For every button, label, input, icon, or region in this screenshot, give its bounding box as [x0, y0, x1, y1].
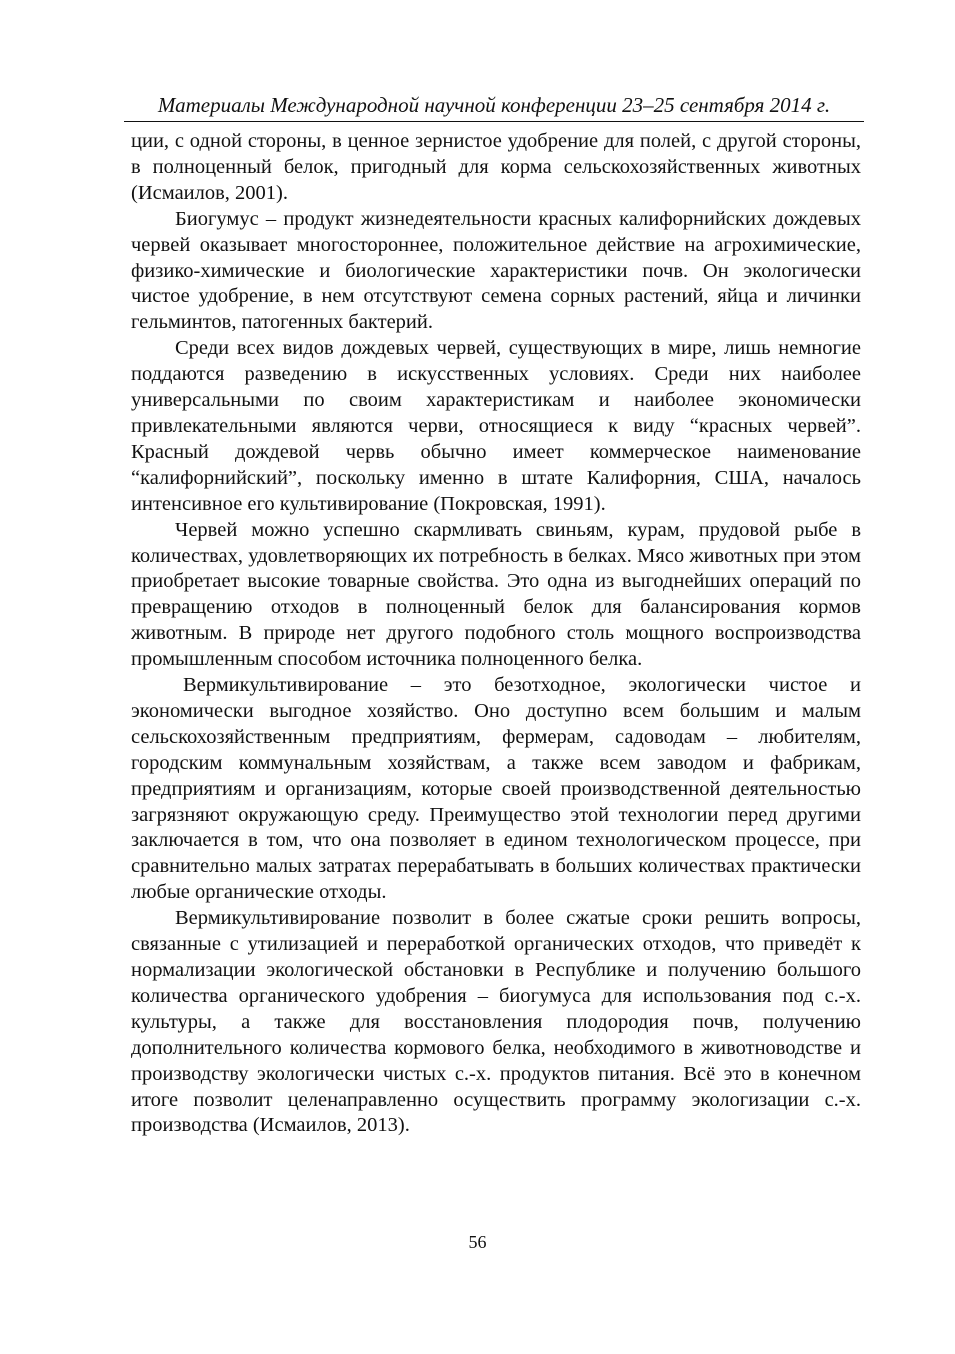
paragraph-vermiculture-benefits: Вермикультивирование – это безотходное, экологически чистое и экономически выгодное хозяйство. Оно доступно всем большим и малым сельскохозяйственным предприятиям, фермерам, садоводам – любителям, городским коммунальным хозяйствам, а также всем заводом и фабрикам, предприятиям и организациям, которые своей производственной деятельностью загрязняют окружающую среду. Преимущество этой технологии перед другими заключается в том, что она позволяет в едином технологическом процессе, при сравнительно малых затратах перерабатывать в больших количествах практически любые органические отходы. [131, 674, 861, 904]
paragraph-vermiculture-conclusion: Вермикультивирование позволит в более сжатые сроки решить вопросы, связанные с утилизацией и переработкой органических отходов, что приведёт к нормализации экологической обстановки в Республике и получению большого количества органического удобрения – биогумуса для использования под с.-х. культуры, а также для восстановления плодородия почв, получению дополнительного количества кормового белка, необходимого в животноводстве и производству экологически чистых с.-х. продуктов питания. Всё это в конечном итоге позволит целенаправленно осуществить программу экологизации с.-х. производства (Исмаилов, 2013). [131, 907, 861, 1137]
paragraph-biohumus: Биогумус – продукт жизнедеятельности красных калифорнийских дождевых червей оказывает многостороннее, положительное действие на агрохимические, физико-химические и биологические характеристики почв. Он экологически чистое удобрение, в нем отсутствуют семена сорных растений, яйца и личинки гельминтов, патогенных бактерий. [131, 207, 861, 334]
page-number: 56 [468, 1232, 487, 1252]
paragraph-earthworm-species: Среди всех видов дождевых червей, существующих в мире, лишь немногие поддаются разведению в искусственных условиях. Среди них наиболее универсальными по своим характеристикам и наиболее экономически привлекательными являются черви, относящиеся к виду “красных червей”. Красный дождевой червь обычно имеет коммерческое наименование “калифорнийский”, поскольку именно в штате Калифорния, США, началось интенсивное его культивирование (Покровская, 1991). [131, 337, 861, 515]
paragraph-feeding: Червей можно успешно скармливать свиньям, курам, прудовой рыбе в количествах, удовлетворяющих их потребность в белках. Мясо животных при этом приобретает высокие товарные свойства. Это одна из выгоднейших операций по превращению отходов в полноценный белок для балансирования кормов животным. В природе нет другого подобного столь мощного воспроизводства промышленным способом источника полноценного белка. [131, 518, 861, 671]
body-text [131, 129, 861, 1139]
running-header: Материалы Международной научной конференции 23–25 сентября 2014 г. [157, 93, 831, 117]
paragraph-continuation: ции, с одной стороны, в ценное зернистое удобрение для полей, с другой стороны, в полноценный белок, пригодный для корма сельскохозяйственных животных (Исмаилов, 2001). [131, 130, 861, 204]
header-divider [124, 121, 864, 122]
